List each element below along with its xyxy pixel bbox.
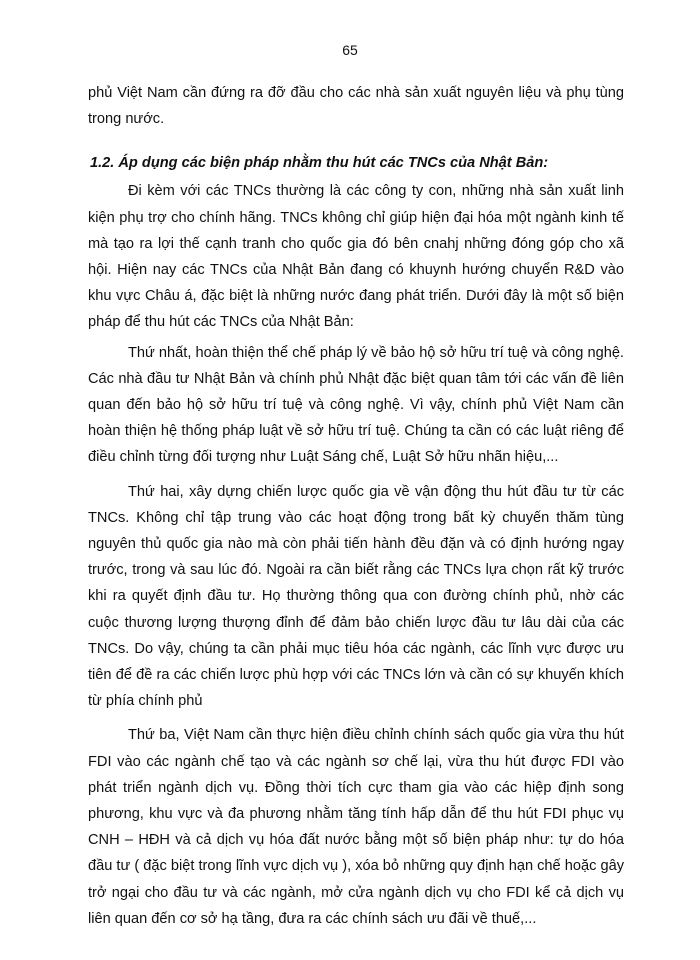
paragraph-first-measure: Thứ nhất, hoàn thiện thể chế pháp lý về bảo hộ sở hữu trí tuệ và công nghệ. Các nhà đầu tư Nhật Bản và chính phủ Nhật đặc biệt quan tâm tới các vấn đề liên quan đến bảo hộ sở hữu trí tuệ và công nghệ. Vì vậy, chính phủ Việt Nam cần hoàn thiện hệ thống pháp luật về sở hữu trí tuệ. Chúng ta cần có các luật riêng để điều chỉnh từng đối tượng như Luật Sáng chế, Luật Sở hữu nhãn hiệu,... — [88, 344, 624, 466]
paragraph-third-measure: Thứ ba, Việt Nam cần thực hiện điều chỉnh chính sách quốc gia vừa thu hút FDI vào các ngành chế tạo và các ngành sơ chế lại, vừa thu hút được FDI vào phát triển ngành dịch vụ. Đồng thời tích cực tham gia vào các hiệp định song phương, khu vực và đa phương nhằm tăng tính hấp dẫn để thu hút FDI phục vụ CNH – HĐH và cả dịch vụ hóa đất nước bằng một số biện pháp như: tự do hóa đầu tư ( đặc biệt trong lĩnh vực dịch vụ ), xóa bỏ những quy định hạn chế hoặc gây trở ngại cho đầu tư và các ngành, mở cửa ngành dịch vụ cho FDI kể cả dịch vụ liên quan đến cơ sở hạ tầng, đưa ra các chính sách ưu đãi về thuế,... — [88, 727, 624, 927]
paragraph-second-measure: Thứ hai, xây dựng chiến lược quốc gia về vận động thu hút đầu tư từ các TNCs. Không chỉ tập trung vào các hoạt động trong bất kỳ chuyến thăm tùng nguyên thủ quốc gia nào mà còn phải tiến hành đều đặn và có định hướng ngay trước, trong và sau lúc đó. Ngoài ra cần biết rằng các TNCs lựa chọn rất kỹ trước khi ra quyết định đầu tư. Họ thường thông qua con đường chính phủ, nhờ các cuộc thương lượng thượng đỉnh để đảm bảo chiến lược đầu tư lâu dài của các TNCs. Do vậy, chúng ta cần phải mục tiêu hóa các ngành, các lĩnh vực được ưu tiên để đề ra các chiến lược phù hợp với các TNCs lớn và cần có sự khuyến khích từ phía chính phủ — [88, 483, 624, 710]
page-body — [88, 80, 624, 932]
section-heading: 1.2. Áp dụng các biện pháp nhằm thu hút các TNCs của Nhật Bản: — [90, 155, 549, 172]
page-number: 65 — [342, 42, 358, 58]
paragraph-intro: Đi kèm với các TNCs thường là các công ty con, những nhà sản xuất linh kiện phụ trợ cho chính hãng. TNCs không chỉ giúp hiện đại hóa một ngành kinh tế mà tạo ra lợi thế cạnh tranh cho quốc gia đó bên cnahj những đóng góp cho xã hội. Hiện nay các TNCs của Nhật Bản đang có khuynh hướng chuyển R&D vào khu vực Châu á, đặc biệt là những nước đang phát triển. Dưới đây là một số biện pháp để thu hút các TNCs của Nhật Bản: — [88, 183, 624, 331]
continuation-paragraph: phủ Việt Nam cần đứng ra đỡ đầu cho các nhà sản xuất nguyên liệu và phụ tùng trong nước. — [88, 85, 624, 128]
